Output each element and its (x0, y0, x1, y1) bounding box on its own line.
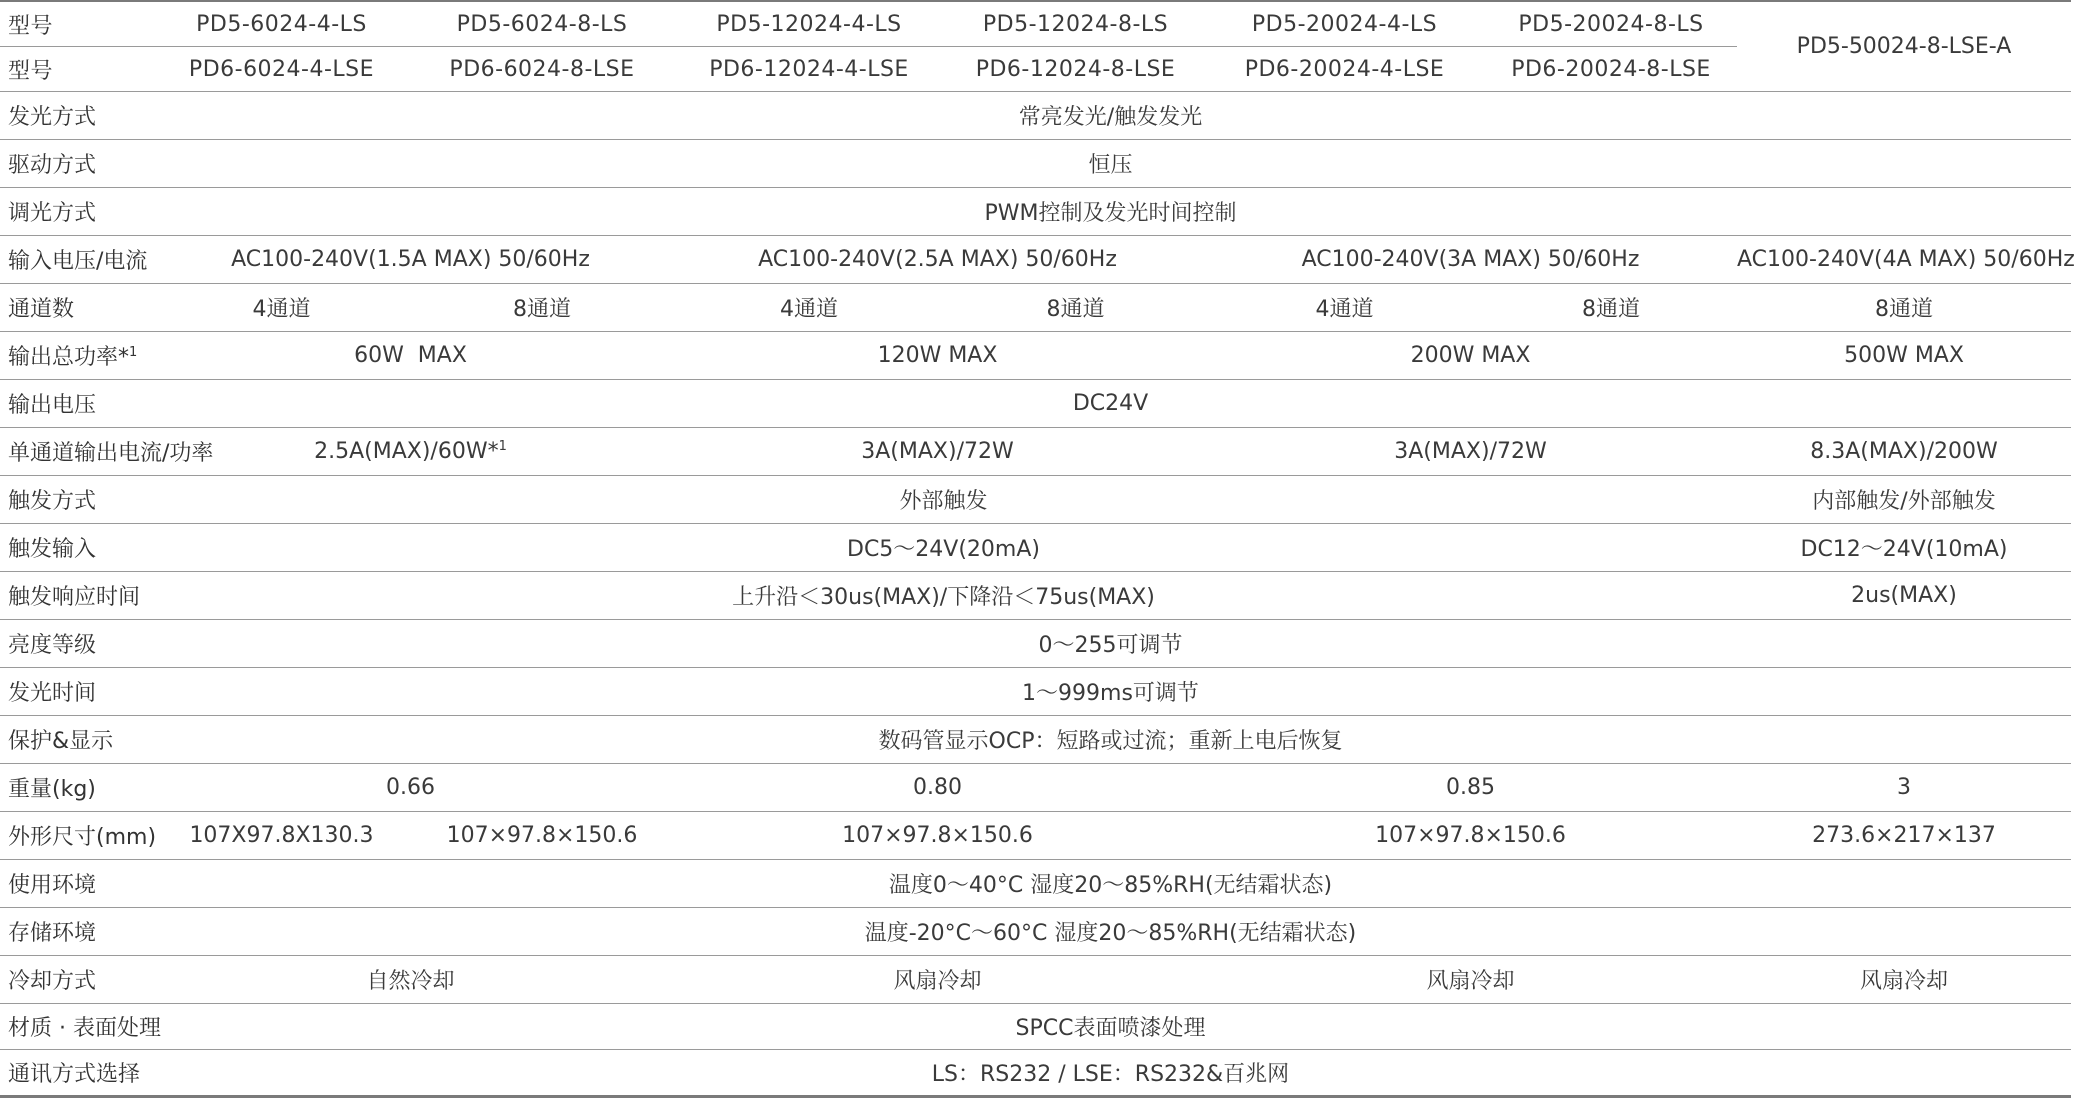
value-cell (150, 428, 671, 476)
row-label: 通讯方式选择 (0, 1050, 150, 1097)
row-label: 触发输入 (0, 524, 150, 572)
value-cell: 4通道 (671, 284, 947, 332)
value-text: 2.5A(MAX)/60W (314, 439, 488, 464)
value-cell: SPCC表面喷漆处理 (150, 1004, 2071, 1050)
value-cell: 8通道 (413, 284, 671, 332)
row-dimensions (0, 812, 2071, 860)
value-cell: 2us(MAX) (1737, 572, 2071, 620)
model-cell: PD5-12024-4-LS (671, 1, 947, 47)
footnote-number: 1 (498, 439, 507, 454)
row-channels (0, 284, 2071, 332)
value-cell: 8通道 (947, 284, 1204, 332)
row-label: 型号 (0, 1, 150, 47)
value-cell: DC12～24V(10mA) (1737, 524, 2071, 572)
value-cell: AC100-240V(1.5A MAX) 50/60Hz (150, 236, 671, 284)
value-cell: 8通道 (1485, 284, 1737, 332)
row-label: 发光时间 (0, 668, 150, 716)
row-label: 输出电压 (0, 380, 150, 428)
value-cell: 8.3A(MAX)/200W (1737, 428, 2071, 476)
value-cell: 数码管显示OCP：短路或过流；重新上电后恢复 (150, 716, 2071, 764)
value-cell: 风扇冷却 (1737, 956, 2071, 1004)
value-cell: 自然冷却 (150, 956, 671, 1004)
value-cell: 3A(MAX)/72W (671, 428, 1204, 476)
value-cell: DC24V (150, 380, 2071, 428)
row-weight (0, 764, 2071, 812)
value-cell: AC100-240V(2.5A MAX) 50/60Hz (671, 236, 1204, 284)
value-cell: AC100-240V(3A MAX) 50/60Hz (1204, 236, 1737, 284)
value-cell: 0.85 (1204, 764, 1737, 812)
row-label: 重量(kg) (0, 764, 150, 812)
value-cell: 60W MAX (150, 332, 671, 380)
model-cell: PD5-6024-8-LS (413, 1, 671, 47)
value-cell: 4通道 (1204, 284, 1485, 332)
value-cell: 风扇冷却 (1204, 956, 1737, 1004)
row-storage-env (0, 908, 2071, 956)
row-label: 保护&显示 (0, 716, 150, 764)
value-cell: 500W MAX (1737, 332, 2071, 380)
value-cell: 0.80 (671, 764, 1204, 812)
value-cell: 恒压 (150, 140, 2071, 188)
value-cell: DC5～24V(20mA) (150, 524, 1737, 572)
value-cell: PWM控制及发光时间控制 (150, 188, 2071, 236)
row-label: 材质 · 表面处理 (0, 1004, 150, 1050)
row-material (0, 1004, 2071, 1050)
row-trigger-input (0, 524, 2071, 572)
row-label: 触发响应时间 (0, 572, 150, 620)
row-label: 型号 (0, 47, 150, 92)
model-cell: PD5-12024-8-LS (947, 1, 1204, 47)
row-label: 驱动方式 (0, 140, 150, 188)
value-cell: LS：RS232 / LSE：RS232&百兆网 (150, 1050, 2071, 1097)
model-cell: PD5-20024-4-LS (1204, 1, 1485, 47)
value-cell: AC100-240V(4A MAX) 50/60Hz (1737, 236, 2071, 284)
model-cell: PD6-6024-4-LSE (150, 47, 413, 92)
row-label: 单通道输出电流/功率 (0, 428, 150, 476)
value-cell: 8通道 (1737, 284, 2071, 332)
value-cell: 上升沿＜30us(MAX)/下降沿＜75us(MAX) (150, 572, 1737, 620)
row-label: 冷却方式 (0, 956, 150, 1004)
value-cell: 120W MAX (671, 332, 1204, 380)
row-trigger-mode (0, 476, 2071, 524)
row-label: 触发方式 (0, 476, 150, 524)
value-cell: 0.66 (150, 764, 671, 812)
row-channel-current (0, 428, 2071, 476)
value-cell: 1～999ms可调节 (150, 668, 2071, 716)
row-use-env (0, 860, 2071, 908)
model-cell: PD6-12024-8-LSE (947, 47, 1204, 92)
row-dimming (0, 188, 2071, 236)
model-cell: PD6-6024-8-LSE (413, 47, 671, 92)
value-cell: 内部触发/外部触发 (1737, 476, 2071, 524)
row-label: 通道数 (0, 284, 150, 332)
row-light-mode (0, 92, 2071, 140)
value-cell: 107X97.8X130.3 (150, 812, 413, 860)
model-cell: PD6-20024-4-LSE (1204, 47, 1485, 92)
value-cell: 常亮发光/触发发光 (150, 92, 2071, 140)
row-label: 输入电压/电流 (0, 236, 150, 284)
row-label: 调光方式 (0, 188, 150, 236)
row-label: 外形尺寸(mm) (0, 812, 150, 860)
row-total-power (0, 332, 2071, 380)
value-cell: 4通道 (150, 284, 413, 332)
row-label: 发光方式 (0, 92, 150, 140)
model-cell: PD5-6024-4-LS (150, 1, 413, 47)
value-cell: 107×97.8×150.6 (1204, 812, 1737, 860)
model-cell: PD6-12024-4-LSE (671, 47, 947, 92)
row-input (0, 236, 2071, 284)
row-output-voltage (0, 380, 2071, 428)
row-label: 亮度等级 (0, 620, 150, 668)
value-cell: 3A(MAX)/72W (1204, 428, 1737, 476)
row-label: 使用环境 (0, 860, 150, 908)
value-cell: 0～255可调节 (150, 620, 2071, 668)
value-cell: 273.6×217×137 (1737, 812, 2071, 860)
row-label: 存储环境 (0, 908, 150, 956)
value-cell: 温度-20°C～60°C 湿度20～85%RH(无结霜状态) (150, 908, 2071, 956)
row-label (0, 332, 150, 380)
row-model-1 (0, 1, 2071, 47)
value-cell: 外部触发 (150, 476, 1737, 524)
row-light-time (0, 668, 2071, 716)
value-cell: 温度0～40°C 湿度20～85%RH(无结霜状态) (150, 860, 2071, 908)
value-cell: 107×97.8×150.6 (671, 812, 1204, 860)
row-comm (0, 1050, 2071, 1097)
value-cell: 3 (1737, 764, 2071, 812)
model-cell-merged: PD5-50024-8-LSE-A (1737, 1, 2071, 92)
footnote-mark: * (487, 439, 499, 464)
value-cell: 107×97.8×150.6 (413, 812, 671, 860)
value-cell: 200W MAX (1204, 332, 1737, 380)
row-protection (0, 716, 2071, 764)
footnote-number: 1 (129, 345, 138, 360)
row-cooling (0, 956, 2071, 1004)
row-drive-mode (0, 140, 2071, 188)
row-brightness (0, 620, 2071, 668)
label-text: 输出总功率 (8, 345, 119, 370)
footnote-mark: * (118, 345, 130, 370)
model-cell: PD6-20024-8-LSE (1485, 47, 1737, 92)
model-cell: PD5-20024-8-LS (1485, 1, 1737, 47)
value-cell: 风扇冷却 (671, 956, 1204, 1004)
row-trigger-response (0, 572, 2071, 620)
